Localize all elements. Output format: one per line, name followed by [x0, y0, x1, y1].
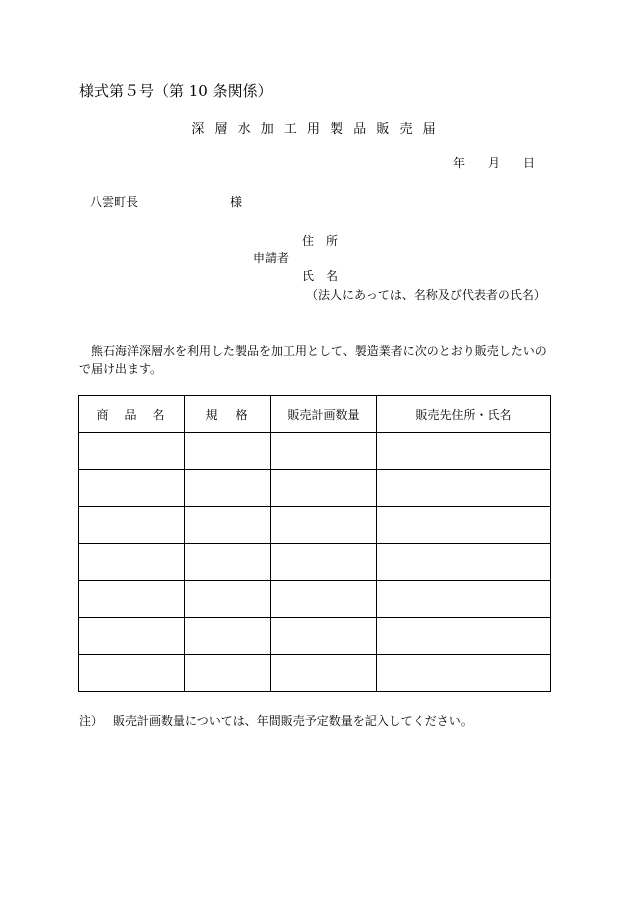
cell-product-name[interactable] [79, 618, 185, 655]
header-product-name: 商品名 [79, 396, 185, 433]
cell-spec[interactable] [185, 544, 271, 581]
applicant-label: 申請者 [253, 251, 290, 265]
document-title: 深 層 水 加 工 用 製 品 販 売 届 [191, 122, 439, 137]
cell-spec[interactable] [185, 433, 271, 470]
applicant-address-label: 住 所 [302, 234, 339, 248]
body-text: 熊石海洋深層水を利用した製品を加工用として、製造業者に次のとおり販売したいので届け出ます。 [79, 344, 547, 376]
sales-table [78, 395, 551, 692]
cell-planned-quantity[interactable] [271, 433, 377, 470]
cell-planned-quantity[interactable] [271, 655, 377, 692]
cell-spec[interactable] [185, 507, 271, 544]
footnote [79, 712, 473, 729]
cell-planned-quantity[interactable] [271, 618, 377, 655]
header-spec: 規格 [185, 396, 271, 433]
table-row [79, 544, 551, 581]
cell-spec[interactable] [185, 470, 271, 507]
cell-product-name[interactable] [79, 507, 185, 544]
corporation-note: （法人にあっては、名称及び代表者の氏名） [306, 288, 546, 302]
cell-destination[interactable] [377, 544, 551, 581]
table-row [79, 618, 551, 655]
table-row [79, 581, 551, 618]
header-planned-quantity: 販売計画数量 [271, 396, 377, 433]
footnote-text: 販売計画数量については、年間販売予定数量を記入してください。 [113, 714, 473, 728]
cell-product-name[interactable] [79, 655, 185, 692]
addressee-honorific: 様 [230, 195, 243, 209]
table-row [79, 470, 551, 507]
cell-destination[interactable] [377, 581, 551, 618]
cell-spec[interactable] [185, 655, 271, 692]
cell-spec[interactable] [185, 618, 271, 655]
cell-planned-quantity[interactable] [271, 581, 377, 618]
date-month-label: 月 [488, 156, 501, 170]
cell-destination[interactable] [377, 655, 551, 692]
cell-product-name[interactable] [79, 433, 185, 470]
applicant-name-label: 氏 名 [302, 269, 339, 283]
footnote-mark: 注） [79, 714, 104, 728]
table-row [79, 655, 551, 692]
cell-spec[interactable] [185, 581, 271, 618]
cell-destination[interactable] [377, 618, 551, 655]
table-row [79, 507, 551, 544]
header-destination: 販売先住所・氏名 [377, 396, 551, 433]
table-row [79, 433, 551, 470]
form-number: 様式第５号（第 10 条関係） [79, 82, 273, 100]
cell-destination[interactable] [377, 507, 551, 544]
cell-product-name[interactable] [79, 470, 185, 507]
cell-planned-quantity[interactable] [271, 507, 377, 544]
cell-planned-quantity[interactable] [271, 544, 377, 581]
cell-destination[interactable] [377, 470, 551, 507]
addressee-name: 八雲町長 [90, 195, 139, 209]
cell-planned-quantity[interactable] [271, 470, 377, 507]
cell-destination[interactable] [377, 433, 551, 470]
cell-product-name[interactable] [79, 581, 185, 618]
table-header-row [79, 396, 551, 433]
date-day-label: 日 [523, 156, 536, 170]
date-year-label: 年 [453, 156, 466, 170]
cell-product-name[interactable] [79, 544, 185, 581]
